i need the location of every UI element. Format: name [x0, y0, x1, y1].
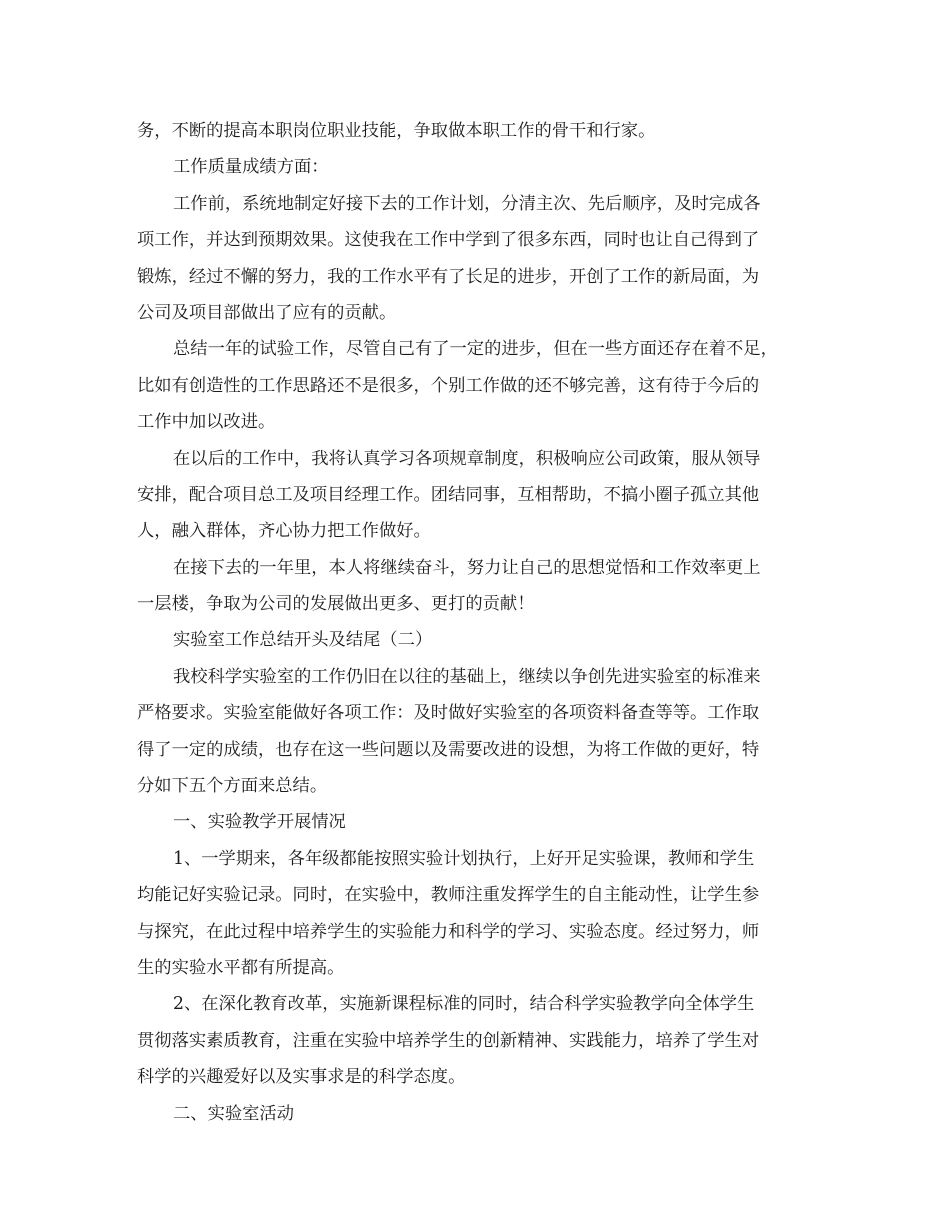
text-line: 科学的兴趣爱好以及实事求是的科学态度。 — [137, 1067, 466, 1088]
document-page — [137, 113, 827, 1132]
text-line: 得了一定的成绩，也存在这一些问题以及需要改进的设想，为将工作做的更好，特 — [137, 739, 760, 760]
text-line: 项工作，并达到预期效果。这使我在工作中学到了很多东西，同时也让自己得到了 — [137, 230, 760, 251]
section-heading: 实验室工作总结开头及结尾（二） — [173, 630, 433, 651]
section-heading: 二、实验室活动 — [173, 1103, 294, 1124]
section-heading: 一、实验教学开展情况 — [173, 812, 346, 833]
text-line: 在接下去的一年里，本人将继续奋斗，努力让自己的思想觉悟和工作效率更上 — [173, 557, 761, 578]
text-line: 均能记好实验记录。同时，在实验中，教师注重发挥学生的自主能动性，让学生参 — [137, 885, 760, 906]
text-line: 一层楼，争取为公司的发展做出更多、更打的贡献！ — [137, 594, 535, 615]
text-line: 与探究，在此过程中培养学生的实验能力和科学的学习、实验态度。经过努力，师 — [137, 921, 760, 942]
text-line: 人，融入群体，齐心协力把工作做好。 — [137, 521, 431, 542]
text-line: 安排，配合项目总工及项目经理工作。团结同事，互相帮助，不搞小圈子孤立其他 — [137, 484, 760, 505]
text-line: 分如下五个方面来总结。 — [137, 776, 328, 797]
text-line: 严格要求。实验室能做好各项工作：及时做好实验室的各项资料备查等等。工作取 — [137, 703, 760, 724]
text-line: 2、在深化教育改革，实施新课程标准的同时，结合科学实验教学向全体学生 — [173, 994, 755, 1015]
section-heading: 工作质量成绩方面： — [173, 157, 329, 178]
text-line: 贯彻落实素质教育，注重在实验中培养学生的创新精神、实践能力，培养了学生对 — [137, 1030, 760, 1051]
text-line: 锻炼，经过不懈的努力，我的工作水平有了长足的进步，开创了工作的新局面，为 — [137, 266, 760, 287]
text-line: 工作中加以改进。 — [137, 412, 276, 433]
text-line: 工作前，系统地制定好接下去的工作计划，分清主次、先后顺序，及时完成各 — [173, 193, 761, 214]
text-line: 公司及项目部做出了应有的贡献。 — [137, 302, 397, 323]
text-line: 生的实验水平都有所提高。 — [137, 957, 345, 978]
text-line: 比如有创造性的工作思路还不是很多，个别工作做的还不够完善，这有待于今后的 — [137, 375, 760, 396]
text-line: 我校科学实验室的工作仍旧在以往的基础上，继续以争创先进实验室的标准来 — [173, 666, 761, 687]
text-line: 总结一年的试验工作，尽管自己有了一定的进步，但在一些方面还存在着不足， — [173, 339, 778, 360]
text-line: 务，不断的提高本职岗位职业技能，争取做本职工作的骨干和行家。 — [137, 121, 656, 141]
text-line: 1、一学期来，各年级都能按照实验计划执行，上好开足实验课，教师和学生 — [173, 848, 755, 869]
text-line: 在以后的工作中，我将认真学习各项规章制度，积极响应公司政策，服从领导 — [173, 448, 761, 469]
